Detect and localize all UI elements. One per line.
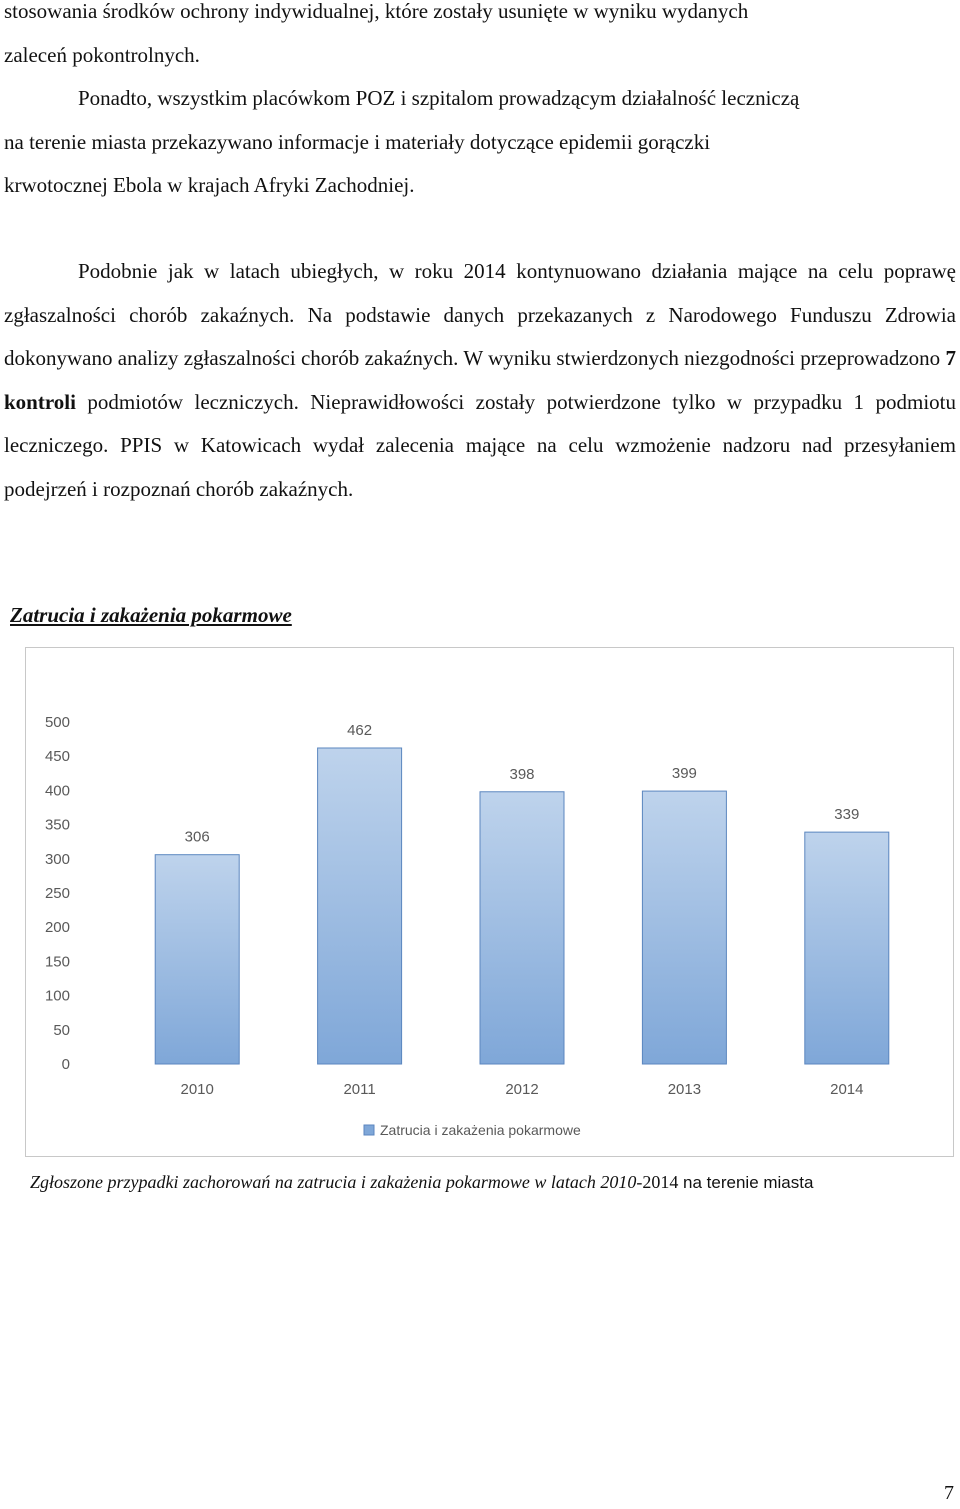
chart-svg bbox=[26, 648, 953, 1156]
paragraph-line bbox=[4, 77, 956, 121]
y-tick-label: 450 bbox=[44, 748, 70, 766]
x-tick-label: 2013 bbox=[667, 1081, 702, 1098]
bar bbox=[480, 792, 564, 1064]
section-heading: Zatrucia i zakażenia pokarmowe bbox=[10, 603, 292, 627]
caption-year-text: 2014 bbox=[642, 1172, 679, 1192]
y-tick-label: 500 bbox=[44, 714, 70, 731]
paragraph-line: krwotocznej Ebola w krajach Afryki Zachodniej. bbox=[4, 173, 415, 197]
figure-caption bbox=[30, 1172, 813, 1193]
paragraph-reporting bbox=[4, 250, 956, 511]
paragraph-line: zaleceń pokontrolnych. bbox=[4, 42, 200, 67]
data-label: 306 bbox=[184, 828, 210, 846]
paragraph-line-text: Ponadto, wszystkim placówkom POZ i szpitalom prowadzącym działalność leczniczą bbox=[78, 86, 800, 110]
y-tick-label: 350 bbox=[44, 816, 70, 834]
y-tick-label: 250 bbox=[44, 885, 70, 902]
bar-chart bbox=[25, 647, 954, 1157]
data-label: 462 bbox=[347, 721, 373, 739]
x-tick-label: 2012 bbox=[505, 1081, 539, 1098]
paragraph-text: Podobnie jak w latach ubiegłych, w roku 2014 kontynuowano działania mające na celu poprawę zgłaszalności chorób zakaźnych. Na podstawie danych przekazanych z Narodowego Funduszu Zdrowia dokonywano analizy zgłaszalności chorób zakaźnych. W wyniku stwierdzonych niezgodności przeprowadzono bbox=[4, 259, 956, 370]
paragraph-line: na terenie miasta przekazywano informacje i materiały dotyczące epidemii gorączki bbox=[4, 129, 711, 154]
x-tick-label: 2011 bbox=[343, 1081, 376, 1098]
y-tick-label: 200 bbox=[44, 919, 70, 937]
y-tick-label: 100 bbox=[44, 987, 70, 1005]
bar bbox=[155, 855, 239, 1064]
bar bbox=[642, 791, 726, 1064]
paragraph-text: podmiotów leczniczych. Nieprawidłowości zostały potwierdzone tylko w przypadku 1 podmiotu leczniczego. PPIS w Katowicach wydał zalecenia mające na celu wzmożenie nadzoru nad przesyłaniem podejrzeń i rozpoznań chorób zakaźnych. bbox=[4, 389, 956, 501]
data-label: 398 bbox=[509, 765, 535, 783]
paragraph-line: stosowania środków ochrony indywidualnej, które zostały usunięte w wyniku wydanych bbox=[4, 0, 749, 23]
paragraph-bold-text: 7 kontroli bbox=[4, 346, 956, 414]
x-tick-label: 2010 bbox=[180, 1081, 214, 1098]
legend-swatch bbox=[364, 1125, 374, 1135]
data-label: 339 bbox=[834, 806, 860, 824]
y-tick-label: 300 bbox=[44, 850, 70, 868]
page-number: 7 bbox=[944, 1482, 954, 1504]
y-tick-label: 0 bbox=[61, 1056, 70, 1073]
paragraph-ebola bbox=[4, 0, 956, 208]
data-label: 399 bbox=[671, 765, 697, 783]
caption-italic-text: Zgłoszone przypadki zachorowań na zatrucia i zakażenia pokarmowe w latach 2010- bbox=[30, 1172, 643, 1192]
y-tick-label: 150 bbox=[44, 953, 70, 971]
y-tick-label: 400 bbox=[44, 782, 70, 800]
x-tick-label: 2014 bbox=[830, 1081, 864, 1098]
y-tick-label: 50 bbox=[53, 1021, 70, 1039]
bar bbox=[805, 832, 889, 1064]
legend-label: Zatrucia i zakażenia pokarmowe bbox=[380, 1122, 581, 1138]
bar bbox=[318, 748, 402, 1064]
caption-tail-text: na terenie miasta bbox=[678, 1173, 814, 1192]
